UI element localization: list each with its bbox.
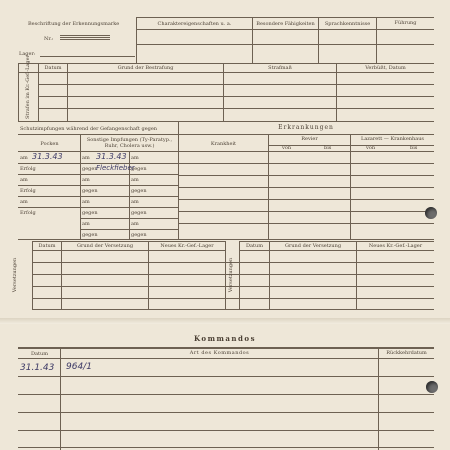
erk-row [178, 163, 434, 164]
impf-row [18, 207, 178, 208]
sonst2-gegen: gegen [131, 188, 147, 194]
col-lazarett: Lazarett — Krankenhaus [361, 136, 424, 142]
kommandos-header-line [18, 358, 434, 359]
sonst2-am: am [131, 155, 139, 161]
top-grid-row-line [136, 44, 434, 45]
col-sonstige: Sonstige Impfungen (Ty-Paratyp., Ruhr, Cholera usw.) [86, 137, 173, 149]
vers-side-label-left: Versetzungen [12, 257, 18, 293]
strafen-side-label: Strafen im Kr.-Gef.-Lager [25, 55, 31, 119]
impf-row [18, 174, 178, 175]
strafen-col-grund: Grund der Bestrafung [117, 65, 174, 71]
strafen-top [18, 63, 434, 64]
revier-bis: bis [324, 145, 332, 151]
lazarett-bis: bis [410, 145, 418, 151]
kommandos-sep [378, 347, 379, 450]
nr-line-2 [60, 37, 110, 38]
impf-row [18, 196, 178, 197]
strafen-bottom [18, 121, 434, 122]
pocken-erfolg-2: Erfolg [20, 188, 36, 194]
vers-bottom [32, 309, 434, 310]
lager-line [40, 56, 135, 57]
sonst-gegen: gegen [82, 166, 98, 172]
kommandos-row [18, 412, 434, 413]
col-pocken: Pocken [40, 141, 59, 147]
vers-col-neues: Neues Kr.-Gef.-Lager [160, 243, 214, 249]
page-fold [0, 318, 450, 324]
strafen-row [38, 84, 434, 85]
erkrankungen-title: Erkrankungen [278, 124, 334, 131]
kommandos-sep [60, 347, 61, 450]
sonst-gegen: gegen [82, 232, 98, 238]
pocken-am-3: am [20, 199, 28, 205]
strafen-sep [38, 63, 39, 121]
erk-row [178, 211, 434, 212]
col-fuehrung: Führung [394, 20, 417, 26]
lager-label: Lager: [19, 51, 36, 57]
pocken-erfolg-1: Erfolg [20, 166, 36, 172]
sonst-am: am [82, 221, 90, 227]
punch-hole-upper [425, 207, 437, 219]
strafen-row [38, 108, 434, 109]
col-charakter: Charaktereigenschaften u. a. [157, 21, 232, 27]
top-grid-header-line [136, 29, 434, 30]
kommandos-col-rueckkehr: Rückkehrdatum [386, 350, 427, 356]
erk-row [178, 199, 434, 200]
tag-label: Beschriftung der Erkennungsmarke [28, 21, 120, 27]
pocken-am-1: am [20, 155, 28, 161]
mid-sep [178, 121, 179, 239]
erk-row [178, 187, 434, 188]
nr-line-1 [60, 35, 110, 36]
vers-sep [148, 241, 149, 309]
impf-row [80, 218, 178, 219]
punch-hole-lower [426, 381, 438, 393]
sonst-am: am [82, 155, 90, 161]
vers-side-label-right: Versetzungen [228, 257, 234, 293]
sonst2-am: am [131, 199, 139, 205]
sonst-gegen: gegen [82, 188, 98, 194]
kommandos-row [18, 394, 434, 395]
pocken-erfolg-3: Erfolg [20, 210, 36, 216]
sonst-am: am [82, 177, 90, 183]
vers-col-datum: Datum [38, 243, 56, 249]
handwritten-sonst-date: 31.3.43 [96, 152, 127, 161]
handwritten-pocken-date: 31.3.43 [32, 152, 63, 161]
strafen-sep [336, 63, 337, 121]
strafen-header-line [18, 72, 434, 73]
strafen-col-strafmass: Strafmaß [268, 65, 292, 71]
impf-row [18, 185, 178, 186]
kommandos-row [18, 430, 434, 431]
sonst2-am: am [131, 221, 139, 227]
handwritten-kommando-art: 964/1 [66, 362, 92, 372]
mid-bottom [18, 239, 434, 240]
kommandos-title: Kommandos [193, 334, 257, 343]
vers-col-neues-2: Neues Kr.-Gef.-Lager [368, 243, 423, 249]
strafen-sep [223, 63, 224, 121]
erk-row [178, 223, 434, 224]
nr-label: Nr.: [44, 36, 54, 42]
kommandos-col-datum: Datum [31, 351, 48, 357]
sonst2-gegen: gegen [131, 166, 147, 172]
handwritten-fleckfieber: Fleckfieber [96, 164, 135, 172]
col-krankheit: Krankheit [210, 141, 237, 147]
sonst-gegen: gegen [82, 210, 98, 216]
strafen-col-verbuesst: Verbüßt, Datum [365, 65, 406, 71]
kommandos-row [18, 376, 434, 377]
vers-col-grund-2: Grund der Versetzung [284, 243, 342, 249]
vers-sep [269, 241, 270, 309]
top-grid-border [136, 17, 434, 18]
kommandos-row [18, 447, 434, 448]
vers-col-grund: Grund der Versetzung [76, 243, 134, 249]
sonst-am: am [82, 199, 90, 205]
impf-row [80, 229, 178, 230]
strafen-sep [67, 63, 68, 121]
revier-von: von [282, 145, 292, 151]
lazarett-von: von [366, 145, 376, 151]
impfungen-title: Schutzimpfungen während der Gefangenschaft gegen [20, 126, 158, 132]
sonst2-gegen: gegen [131, 232, 147, 238]
strafen-row [38, 96, 434, 97]
kommandos-col-art: Art des Kommandos [189, 350, 250, 356]
col-sprachen: Sprachkenntnisse [324, 21, 371, 27]
kommandos-top [18, 347, 434, 349]
sonst2-gegen: gegen [131, 210, 147, 216]
strafen-col-datum: Datum [44, 65, 62, 71]
vers-sep [61, 241, 62, 309]
vers-sep [239, 241, 240, 309]
vers-sep [356, 241, 357, 309]
erk-row [178, 175, 434, 176]
mid-sep [80, 134, 81, 239]
col-faehigkeiten: Besondere Fähigkeiten [256, 21, 315, 27]
vers-sep [225, 241, 226, 309]
strafen-left [18, 63, 19, 121]
col-revier: Revier [301, 136, 318, 142]
nr-line-3 [60, 39, 110, 40]
pocken-am-2: am [20, 177, 28, 183]
vers-sep [32, 241, 33, 309]
sonst2-am: am [131, 177, 139, 183]
handwritten-kommando-date: 31.1.43 [20, 363, 55, 373]
vers-col-datum-2: Datum [246, 243, 263, 249]
